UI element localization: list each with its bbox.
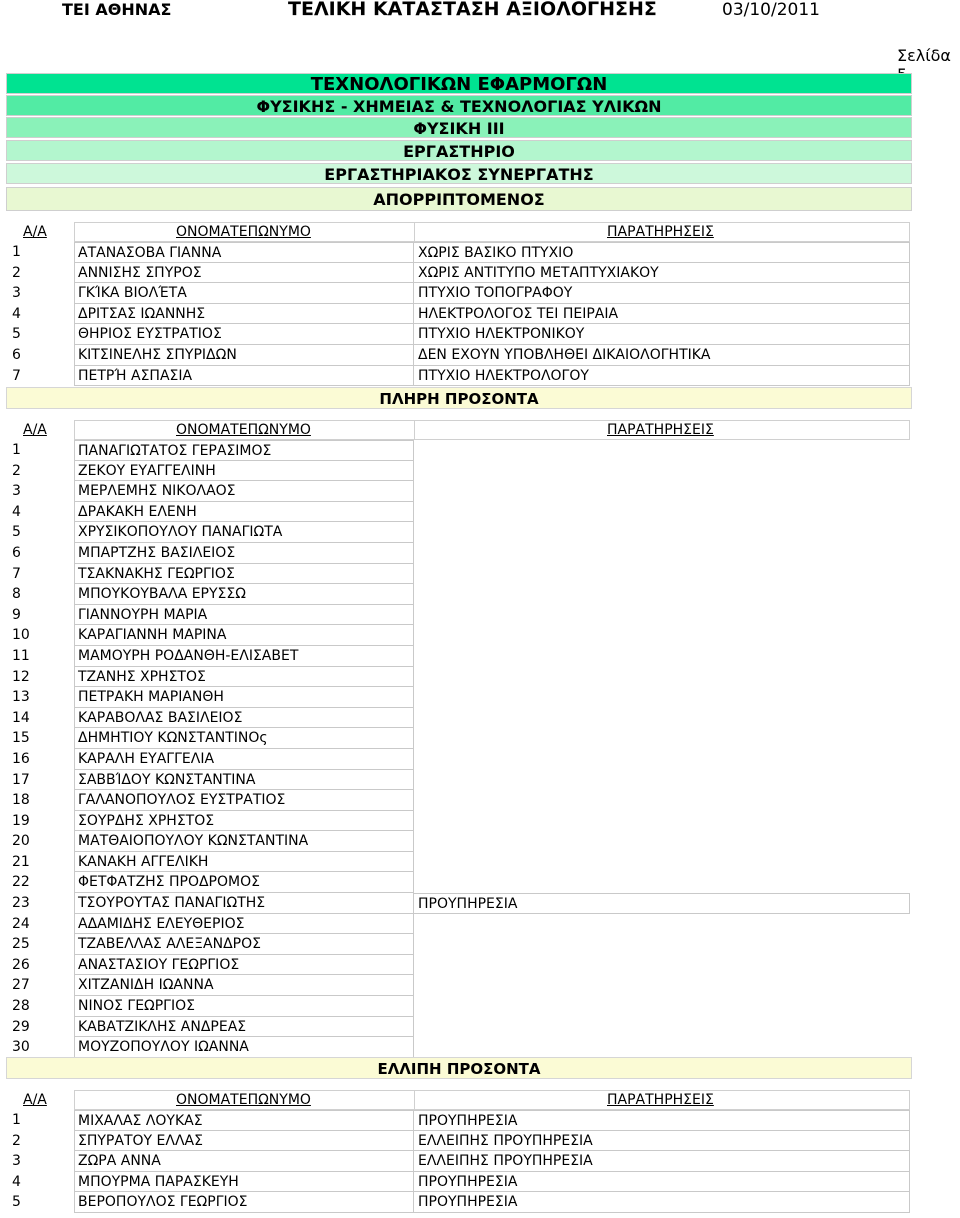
course-name: ΦΥΣΙΚΗ ΙΙΙ [413, 119, 505, 138]
partial-category-band [6, 1057, 912, 1079]
row-remark [414, 996, 910, 1017]
row-remark [414, 975, 910, 996]
institution-name: ΤΕΙ ΑΘΗΝΑΣ [62, 0, 172, 19]
row-index: 14 [12, 709, 30, 726]
rejected-table [10, 222, 910, 386]
col-name-header: ΟΝΟΜΑΤΕΠΩΝΥΜΟ [176, 1092, 311, 1108]
row-index: 27 [12, 977, 30, 994]
row-remark: ΠΤΥΧΙΟ ΤΟΠΟΓΡΑΦΟΥ [414, 283, 910, 304]
row-name: ΜΑΜΟΥΡΗ ΡΟΔΑΝΘΗ-ΕΛΙΣΑΒΕΤ [74, 646, 414, 667]
table-row [10, 1017, 910, 1038]
row-index: 4 [12, 1173, 21, 1190]
status-band [6, 187, 912, 211]
table-row [10, 667, 910, 688]
row-index: 7 [12, 367, 21, 384]
partial-table [10, 1090, 910, 1213]
row-index: 2 [12, 1132, 21, 1149]
table-row [10, 728, 910, 749]
full-category-band [6, 387, 912, 409]
table-row [10, 1037, 910, 1058]
row-remark [414, 872, 910, 893]
table-row [10, 914, 910, 935]
row-remark: ΠΡΟΥΠΗΡΕΣΙΑ [414, 893, 910, 914]
row-index: 5 [12, 1194, 21, 1211]
table-header [10, 420, 910, 440]
col-name-header: ΟΝΟΜΑΤΕΠΩΝΥΜΟ [176, 422, 311, 438]
table-row [10, 1192, 910, 1213]
row-name: ΦΕΤΦΑΤΖΗΣ ΠΡΟΔΡΟΜΟΣ [74, 872, 414, 893]
row-remark [414, 831, 910, 852]
row-index: 5 [12, 326, 21, 343]
table-row [10, 440, 910, 461]
section-band [6, 95, 912, 116]
table-row [10, 831, 910, 852]
row-index: 19 [12, 812, 30, 829]
table-row [10, 481, 910, 502]
row-remark: ΠΡΟΥΠΗΡΕΣΙΑ [414, 1110, 910, 1131]
report-date: 03/10/2011 [722, 0, 820, 20]
row-name: ΜΠΟΥΚΟΥΒΑΛΑ ΕΡΥΣΣΩ [74, 584, 414, 605]
row-remark [414, 790, 910, 811]
table-row [10, 852, 910, 873]
col-name-header: ΟΝΟΜΑΤΕΠΩΝΥΜΟ [176, 224, 311, 240]
row-remark [414, 1017, 910, 1038]
row-remark [414, 502, 910, 523]
row-remark [414, 934, 910, 955]
col-index-header: Α/Α [23, 1092, 47, 1108]
row-index: 24 [12, 915, 30, 932]
row-name: ΜΟΥΖΟΠΟΥΛΟΥ ΙΩΑΝΝΑ [74, 1037, 414, 1058]
row-index: 4 [12, 503, 21, 520]
row-remark [414, 461, 910, 482]
table-row [10, 324, 910, 345]
report-title: ΤΕΛΙΚΗ ΚΑΤΑΣΤΑΣΗ ΑΞΙΟΛΟΓΗΣΗΣ [288, 0, 657, 20]
row-name: ΓΑΛΑΝΟΠΟΥΛΟΣ ΕΥΣΤΡΑΤΙΟΣ [74, 790, 414, 811]
table-row [10, 687, 910, 708]
row-name: ΤΣΟΥΡΟΥΤΑΣ ΠΑΝΑΓΙΩΤΗΣ [74, 893, 414, 914]
row-index: 30 [12, 1039, 30, 1056]
table-row [10, 584, 910, 605]
department-band [6, 73, 912, 94]
col-index-header: Α/Α [23, 224, 47, 240]
row-name: ΖΩΡΑ ΑΝΝΑ [74, 1151, 414, 1172]
table-row [10, 996, 910, 1017]
table-row [10, 625, 910, 646]
course-type: ΕΡΓΑΣΤΗΡΙΟ [403, 142, 515, 161]
table-row [10, 749, 910, 770]
row-name: ΜΠΑΡΤΖΗΣ ΒΑΣΙΛΕΙΟΣ [74, 543, 414, 564]
table-row [10, 708, 910, 729]
row-remark: ΧΩΡΙΣ ΑΝΤΙΤΥΠΟ ΜΕΤΑΠΤΥΧΙΑΚΟΥ [414, 263, 910, 284]
table-row [10, 345, 910, 366]
row-index: 3 [12, 1153, 21, 1170]
table-row [10, 811, 910, 832]
row-remark [414, 914, 910, 935]
type-band [6, 140, 912, 161]
row-index: 26 [12, 956, 30, 973]
row-index: 2 [12, 264, 21, 281]
row-remark: ΔΕΝ ΕΧΟΥΝ ΥΠΟΒΛΗΘΕΙ ΔΙΚΑΙΟΛΟΓΗΤΙΚΑ [414, 345, 910, 366]
row-remark [414, 667, 910, 688]
report-header [0, 0, 960, 22]
row-remark [414, 1037, 910, 1058]
role-band [6, 163, 912, 184]
row-remark: ΕΛΛΕΙΠΗΣ ΠΡΟΥΠΗΡΕΣΙΑ [414, 1131, 910, 1152]
row-index: 13 [12, 689, 30, 706]
table-row [10, 975, 910, 996]
row-index: 20 [12, 833, 30, 850]
row-name: ΜΙΧΑΛΑΣ ΛΟΥΚΑΣ [74, 1110, 414, 1131]
department-name: ΤΕΧΝΟΛΟΓΙΚΩΝ ΕΦΑΡΜΟΓΩΝ [310, 74, 608, 95]
table-row [10, 461, 910, 482]
row-name: ΚΑΡΑΒΟΛΑΣ ΒΑΣΙΛΕΙΟΣ [74, 708, 414, 729]
full-category-label: ΠΛΗΡΗ ΠΡΟΣΟΝΤΑ [379, 390, 539, 408]
row-remark [414, 708, 910, 729]
row-name: ΔΗΜΗΤΙΟΥ ΚΩΝΣΤΑΝΤΙΝΟς [74, 728, 414, 749]
row-remark [414, 481, 910, 502]
row-index: 15 [12, 730, 30, 747]
row-name: ΒΕΡΟΠΟΥΛΟΣ ΓΕΩΡΓΙΟΣ [74, 1192, 414, 1213]
row-index: 29 [12, 1018, 30, 1035]
row-name: ΣΟΥΡΔΗΣ ΧΡΗΣΤΟΣ [74, 811, 414, 832]
col-remarks-header: ΠΑΡΑΤΗΡΗΣΕΙΣ [607, 422, 714, 438]
row-name: ΚΙΤΣΙΝΕΛΗΣ ΣΠΥΡΙΔΩΝ [74, 345, 414, 366]
role-name: ΕΡΓΑΣΤΗΡΙΑΚΟΣ ΣΥΝΕΡΓΑΤΗΣ [324, 165, 594, 184]
row-name: ΚΑΡΑΛΗ ΕΥΑΓΓΕΛΙΑ [74, 749, 414, 770]
table-row [10, 366, 910, 387]
row-name: ΑΤΑΝΑΣΟΒΑ ΓΙΑΝΝΑ [74, 242, 414, 263]
table-row [10, 605, 910, 626]
table-row [10, 955, 910, 976]
row-index: 1 [12, 244, 21, 260]
table-row [10, 893, 910, 914]
row-name: ΓΚΊΚΑ ΒΙΟΛΈΤΑ [74, 283, 414, 304]
row-remark [414, 646, 910, 667]
row-remark: ΗΛΕΚΤΡΟΛΟΓΟΣ ΤΕΙ ΠΕΙΡΑΙΑ [414, 304, 910, 325]
row-remark [414, 543, 910, 564]
row-remark: ΧΩΡΙΣ ΒΑΣΙΚΟ ΠΤΥΧΙΟ [414, 242, 910, 263]
row-name: ΑΝΝΙΣΗΣ ΣΠΥΡΟΣ [74, 263, 414, 284]
table-row [10, 790, 910, 811]
row-index: 6 [12, 544, 21, 561]
row-name: ΠΕΤΡΑΚΗ ΜΑΡΙΑΝΘΗ [74, 687, 414, 708]
row-index: 22 [12, 874, 30, 891]
row-name: ΠΑΝΑΓΙΩΤΑΤΟΣ ΓΕΡΑΣΙΜΟΣ [74, 440, 414, 461]
row-remark: ΠΤΥΧΙΟ ΗΛΕΚΤΡΟΝΙΚΟΥ [414, 324, 910, 345]
row-index: 6 [12, 346, 21, 363]
table-row [10, 502, 910, 523]
row-remark: ΠΡΟΥΠΗΡΕΣΙΑ [414, 1172, 910, 1193]
row-index: 3 [12, 483, 21, 500]
col-remarks-header: ΠΑΡΑΤΗΡΗΣΕΙΣ [607, 1092, 714, 1108]
col-remarks-header: ΠΑΡΑΤΗΡΗΣΕΙΣ [607, 224, 714, 240]
row-index: 11 [12, 647, 30, 664]
table-row [10, 770, 910, 791]
row-name: ΜΕΡΛΕΜΗΣ ΝΙΚΟΛΑΟΣ [74, 481, 414, 502]
row-remark: ΠΡΟΥΠΗΡΕΣΙΑ [414, 1192, 910, 1213]
table-row [10, 1110, 910, 1131]
table-row [10, 543, 910, 564]
page-number: Σελίδα [897, 46, 951, 65]
table-row [10, 934, 910, 955]
table-row [10, 263, 910, 284]
partial-category-label: ΕΛΛΙΠΗ ΠΡΟΣΟΝΤΑ [377, 1060, 541, 1078]
col-index-header: Α/Α [23, 422, 47, 438]
row-remark [414, 955, 910, 976]
table-row [10, 1172, 910, 1193]
row-name: ΝΙΝΟΣ ΓΕΩΡΓΙΟΣ [74, 996, 414, 1017]
row-index: 5 [12, 524, 21, 541]
row-remark [414, 749, 910, 770]
row-remark: ΕΛΛΕΙΠΗΣ ΠΡΟΥΠΗΡΕΣΙΑ [414, 1151, 910, 1172]
row-remark [414, 770, 910, 791]
table-row [10, 1151, 910, 1172]
row-index: 1 [12, 442, 21, 458]
row-name: ΣΠΥΡΑΤΟΥ ΕΛΛΑΣ [74, 1131, 414, 1152]
row-remark [414, 625, 910, 646]
row-name: ΣΑΒΒΊΔΟΥ ΚΩΝΣΤΑΝΤΙΝΑ [74, 770, 414, 791]
table-row [10, 304, 910, 325]
row-remark [414, 564, 910, 585]
row-remark [414, 522, 910, 543]
table-row [10, 646, 910, 667]
status-name: ΑΠΟΡΡΙΠΤΟΜΕΝΟΣ [373, 190, 545, 209]
row-name: ΔΡΑΚΑΚΗ ΕΛΕΝΗ [74, 502, 414, 523]
row-index: 23 [12, 895, 30, 912]
row-index: 2 [12, 462, 21, 479]
row-remark [414, 852, 910, 873]
table-row [10, 283, 910, 304]
row-name: ΠΕΤΡΉ ΑΣΠΑΣΙΑ [74, 366, 414, 387]
row-index: 21 [12, 853, 30, 870]
row-index: 28 [12, 998, 30, 1015]
row-index: 1 [12, 1112, 21, 1128]
table-row [10, 872, 910, 893]
row-name: ΤΣΑΚΝΑΚΗΣ ΓΕΩΡΓΙΟΣ [74, 564, 414, 585]
row-name: ΤΖΑΝΗΣ ΧΡΗΣΤΟΣ [74, 667, 414, 688]
course-band [6, 117, 912, 138]
row-index: 25 [12, 936, 30, 953]
row-remark [414, 584, 910, 605]
row-index: 10 [12, 627, 30, 644]
row-name: ΑΝΑΣΤΑΣΙΟΥ ΓΕΩΡΓΙΟΣ [74, 955, 414, 976]
table-row [10, 1131, 910, 1152]
row-name: ΤΖΑΒΕΛΛΑΣ ΑΛΕΞΑΝΔΡΟΣ [74, 934, 414, 955]
row-index: 8 [12, 586, 21, 603]
table-row [10, 522, 910, 543]
table-header [10, 222, 910, 242]
row-index: 4 [12, 305, 21, 322]
row-name: ΧΙΤΖΑΝΙΔΗ ΙΩΑΝΝΑ [74, 975, 414, 996]
row-name: ΚΑΒΑΤΖΙΚΛΗΣ ΑΝΔΡΕΑΣ [74, 1017, 414, 1038]
table-row [10, 564, 910, 585]
row-index: 17 [12, 771, 30, 788]
section-name: ΦΥΣΙΚΗΣ - ΧΗΜΕΙΑΣ & ΤΕΧΝΟΛΟΓΙΑΣ ΥΛΙΚΩΝ [256, 97, 662, 116]
row-name: ΔΡΙΤΣΑΣ ΙΩΑΝΝΗΣ [74, 304, 414, 325]
row-name: ΚΑΡΑΓΙΑΝΝΗ ΜΑΡΙΝΑ [74, 625, 414, 646]
row-name: ΜΠΟΥΡΜΑ ΠΑΡΑΣΚΕΥΗ [74, 1172, 414, 1193]
row-remark [414, 687, 910, 708]
row-name: ΜΑΤΘΑΙΟΠΟΥΛΟΥ ΚΩΝΣΤΑΝΤΙΝΑ [74, 831, 414, 852]
row-remark [414, 811, 910, 832]
row-name: ΖΕΚΟΥ ΕΥΑΓΓΕΛΙΝΗ [74, 461, 414, 482]
full-table [10, 420, 910, 1058]
row-index: 9 [12, 606, 21, 623]
row-remark: ΠΤΥΧΙΟ ΗΛΕΚΤΡΟΛΟΓΟΥ [414, 366, 910, 387]
table-row [10, 242, 910, 263]
row-name: ΘΗΡΙΟΣ ΕΥΣΤΡΑΤΙΟΣ [74, 324, 414, 345]
row-index: 7 [12, 565, 21, 582]
row-index: 3 [12, 285, 21, 302]
row-name: ΚΑΝΑΚΗ ΑΓΓΕΛΙΚΗ [74, 852, 414, 873]
row-remark [414, 728, 910, 749]
table-header [10, 1090, 910, 1110]
row-remark [414, 605, 910, 626]
row-name: ΧΡΥΣΙΚΟΠΟΥΛΟΥ ΠΑΝΑΓΙΩΤΑ [74, 522, 414, 543]
row-index: 16 [12, 750, 30, 767]
row-remark [414, 440, 910, 461]
row-index: 18 [12, 792, 30, 809]
row-index: 12 [12, 668, 30, 685]
row-name: ΓΙΑΝΝΟΥΡΗ ΜΑΡΙΑ [74, 605, 414, 626]
row-name: ΑΔΑΜΙΔΗΣ ΕΛΕΥΘΕΡΙΟΣ [74, 914, 414, 935]
